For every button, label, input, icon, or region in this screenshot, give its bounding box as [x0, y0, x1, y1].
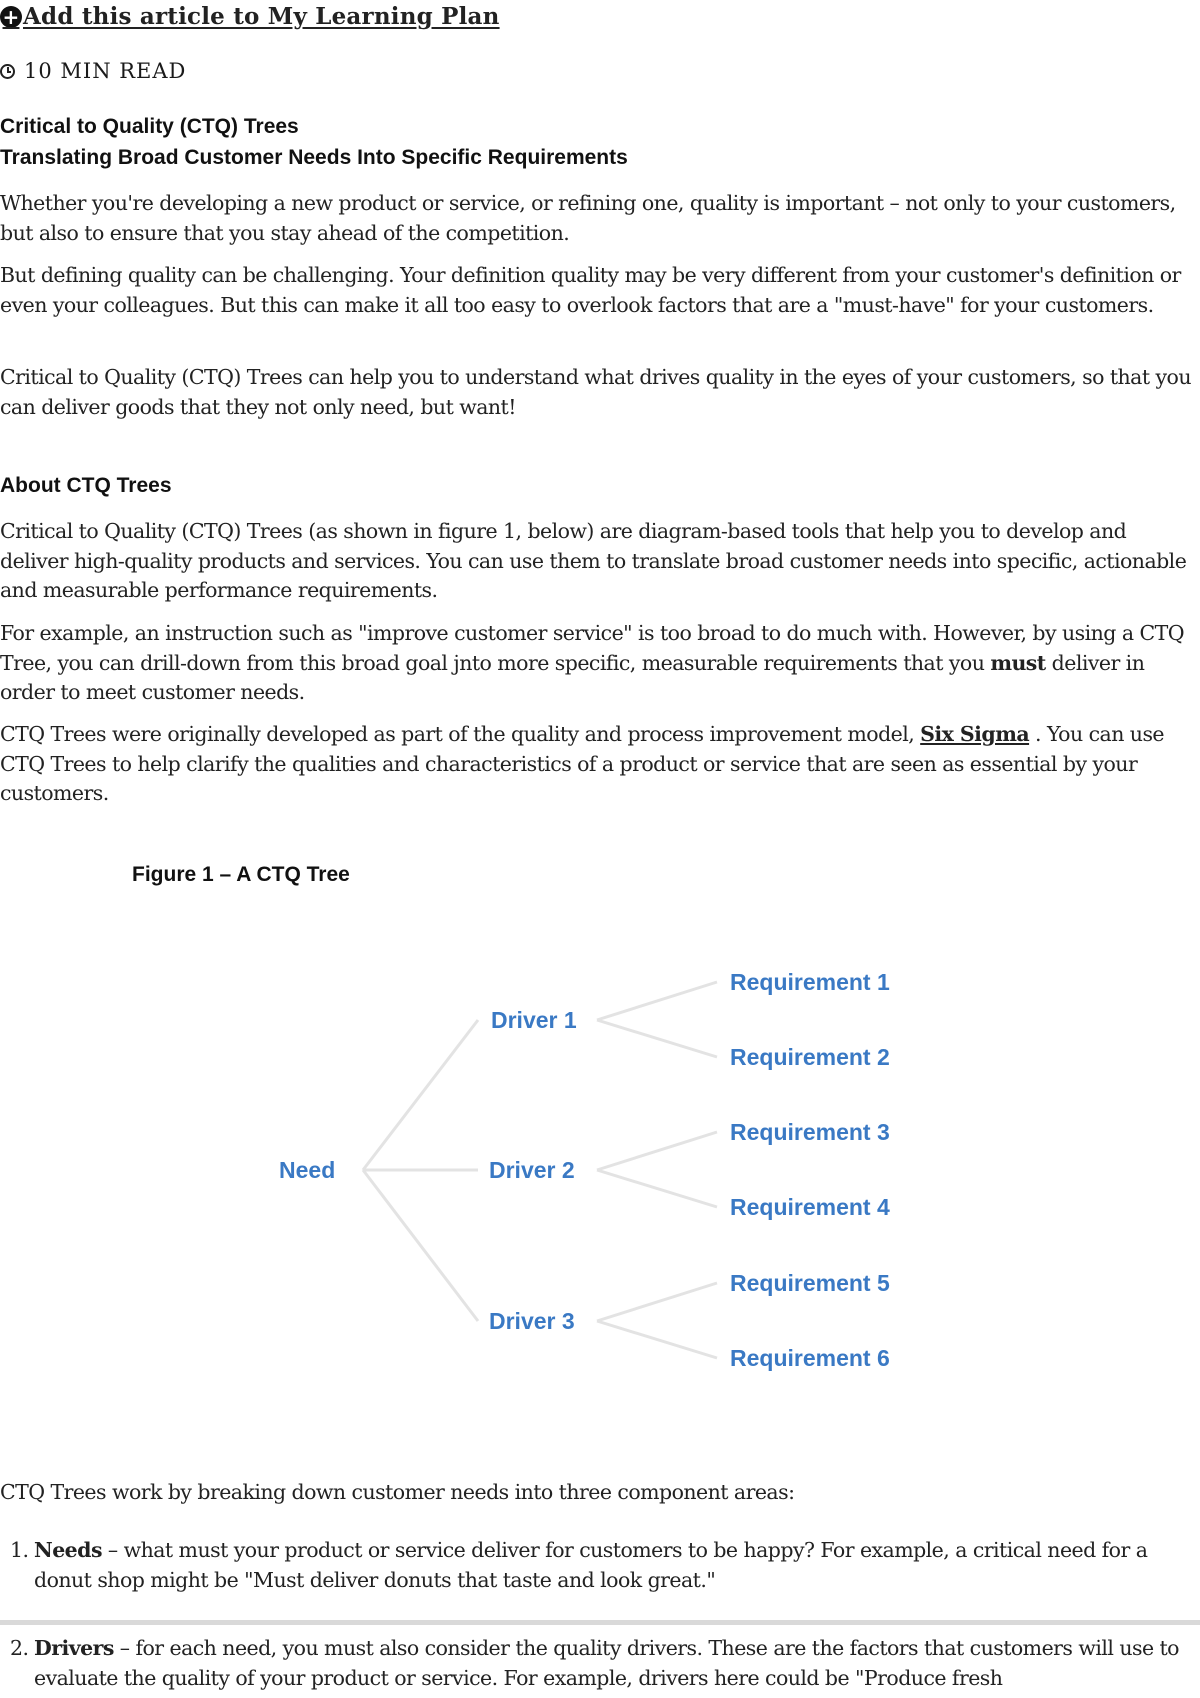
- article-subtitle: Translating Broad Customer Needs Into Specific Requirements: [0, 146, 628, 169]
- node-requirement-6: Requirement 6: [730, 1345, 890, 1371]
- add-to-learning-plan-label: Add this article to My Learning Plan: [23, 3, 500, 30]
- node-requirement-4: Requirement 4: [730, 1194, 890, 1220]
- intro-paragraph-2: But defining quality can be challenging. Your definition quality may be very different from your customer's definition or even your colleagues. But this can make it all too easy to overlook factors that are a "must-have" for your customers.: [0, 263, 1181, 317]
- about-paragraph-2-text-a: For example, an instruction such as "improve customer service" is too broad to do much with. However, by using a CTQ Tree, you can drill-down from this broad goal jnto more specific, measurable requirements that you: [0, 621, 1184, 675]
- emphasis-must: must: [990, 650, 1046, 675]
- figure-caption: Figure 1 – A CTQ Tree: [132, 863, 350, 886]
- list-item-text: – for each need, you must also consider the quality drivers. These are the factors that customers will use to evaluate the quality of your product or service. For example, drivers here could be "Produce fresh: [34, 1636, 1179, 1690]
- intro-paragraph-1: Whether you're developing a new product or service, or refining one, quality is important – not only to your customers, but also to ensure that you stay ahead of the competition.: [0, 191, 1176, 245]
- connector-driver-2-req-3: [597, 1132, 717, 1170]
- article-title: Critical to Quality (CTQ) Trees: [0, 115, 299, 138]
- node-requirement-5: Requirement 5: [730, 1270, 890, 1296]
- about-paragraph-1: Critical to Quality (CTQ) Trees (as shown in figure 1, below) are diagram-based tools that help you to develop and deliver high-quality products and services. You can use them to translate broad customer needs into specific, actionable and measurable performance requirements.: [0, 519, 1187, 602]
- list-item: [0, 1633, 1200, 1693]
- connector-driver-3-req-6: [597, 1321, 717, 1358]
- node-requirement-1: Requirement 1: [730, 969, 890, 995]
- list-item-term: Needs: [34, 1538, 102, 1562]
- components-list-continued: [0, 1633, 1200, 1693]
- connector-driver-1-req-2: [597, 1020, 717, 1057]
- clock-icon: [0, 64, 15, 79]
- node-driver-3: Driver 3: [489, 1308, 575, 1334]
- connector-need-driver-1: [363, 1020, 478, 1170]
- list-item-number: 1.: [10, 1538, 29, 1562]
- node-need: Need: [279, 1157, 336, 1183]
- components-list: [0, 1535, 1200, 1595]
- plus-circle-icon: +: [0, 6, 22, 28]
- connector-need-driver-3: [363, 1170, 478, 1321]
- components-intro: CTQ Trees work by breaking down customer needs into three component areas:: [0, 1480, 795, 1504]
- list-item-term: Drivers: [34, 1636, 114, 1660]
- node-requirement-3: Requirement 3: [730, 1119, 890, 1145]
- six-sigma-link[interactable]: Six Sigma: [920, 722, 1030, 746]
- section-heading: About CTQ Trees: [0, 474, 172, 497]
- section-divider: [0, 1620, 1200, 1625]
- node-driver-1: Driver 1: [491, 1007, 577, 1033]
- connector-driver-3-req-5: [597, 1283, 717, 1321]
- list-item-number: 2.: [10, 1636, 29, 1660]
- node-driver-2: Driver 2: [489, 1157, 575, 1183]
- connector-driver-1-req-1: [597, 982, 717, 1020]
- about-paragraph-3-text-b: . You can use CTQ Trees to help clarify the qualities and characteristics of a product or service that are seen as essential by your customers.: [0, 722, 1165, 805]
- connector-driver-2-req-4: [597, 1170, 717, 1207]
- node-requirement-2: Requirement 2: [730, 1044, 890, 1070]
- list-item-text: – what must your product or service deliver for customers to be happy? For example, a critical need for a donut shop might be "Must deliver donuts that taste and look great.": [34, 1538, 1148, 1592]
- read-time: [0, 59, 186, 83]
- add-to-learning-plan-link[interactable]: [0, 3, 500, 30]
- about-paragraph-3: [0, 720, 1200, 809]
- intro-paragraph-3: Critical to Quality (CTQ) Trees can help you to understand what drives quality in the eyes of your customers, so that you can deliver goods that they not only need, but want!: [0, 365, 1191, 419]
- about-paragraph-2: [0, 619, 1200, 708]
- ctq-tree-diagram: [0, 900, 1200, 1400]
- read-time-label: 10 MIN READ: [24, 59, 187, 83]
- about-paragraph-2-text-b: deliver in order to meet customer needs.: [0, 650, 1145, 704]
- about-paragraph-3-text-a: CTQ Trees were originally developed as part of the quality and process improvement model,: [0, 722, 921, 746]
- list-item: [0, 1535, 1200, 1595]
